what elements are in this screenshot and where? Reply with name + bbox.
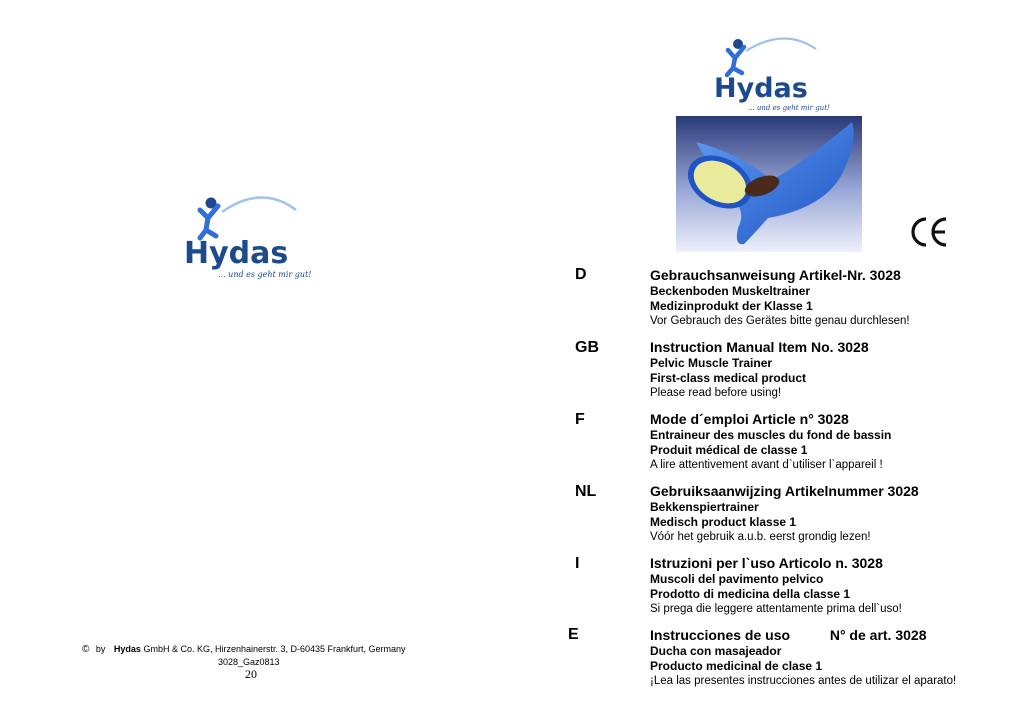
- lang-block-de: [650, 267, 910, 328]
- line1-es: Ducha con masajeador: [650, 644, 782, 658]
- title-es-part2: N° de art. 3028: [829, 627, 927, 643]
- title-gb: Instruction Manual Item No. 3028: [650, 339, 869, 355]
- lang-block-es: [650, 627, 956, 688]
- copyright-symbol: ©: [82, 644, 90, 655]
- hydas-logo-left: [182, 190, 328, 282]
- lang-code-gb: GB: [575, 339, 599, 356]
- hydas-logo-right: [712, 33, 842, 113]
- note-fr: A lire attentivement avant d`utiliser l`appareil !: [650, 459, 883, 471]
- line1-de: Beckenboden Muskeltrainer: [650, 284, 811, 298]
- line2-it: Prodotto di medicina della classe 1: [650, 587, 851, 601]
- line1-nl: Bekkenspiertrainer: [650, 500, 759, 514]
- title-nl: Gebruiksaanwijzing Artikelnummer 3028: [650, 483, 919, 499]
- lang-code-de: D: [575, 266, 587, 283]
- line1-gb: Pelvic Muscle Trainer: [650, 356, 773, 370]
- ce-mark-icon: [908, 216, 950, 248]
- title-es: [650, 627, 956, 644]
- brand-slogan-left: ... und es geht mir gut!: [218, 270, 312, 279]
- footer-doc-code: 3028_Gaz0813: [218, 657, 280, 667]
- note-de: Vor Gebrauch des Gerätes bitte genau durchlesen!: [650, 315, 910, 327]
- line1-fr: Entraineur des muscles du fond de bassin: [650, 428, 892, 442]
- footer-copyright: [82, 643, 442, 656]
- lang-code-es: E: [568, 626, 579, 643]
- brand-name-right: Hydas: [714, 73, 808, 104]
- title-de: Gebrauchsanweisung Artikel-Nr. 3028: [650, 267, 901, 283]
- line2-es: Producto medicinal de clase 1: [650, 659, 823, 673]
- note-nl: Vóór het gebruik a.u.b. eerst grondig lezen!: [650, 531, 871, 543]
- lang-block-it: [650, 555, 902, 616]
- product-image: [676, 116, 862, 252]
- lang-block-nl: [650, 483, 919, 544]
- footer-address: GmbH & Co. KG, Hirzenhainerstr. 3, D-60435 Frankfurt, Germany: [143, 644, 406, 654]
- footer-company: Hydas: [113, 644, 141, 654]
- lang-code-fr: F: [575, 411, 585, 428]
- page-number: 20: [245, 667, 257, 681]
- lang-code-it: I: [575, 555, 580, 572]
- title-it: Istruzioni per l`uso Articolo n. 3028: [650, 555, 883, 571]
- brand-slogan-right: ... und es geht mir gut!: [748, 104, 830, 112]
- line2-gb: First-class medical product: [650, 371, 807, 385]
- note-it: Si prega die leggere attentamente prima dell`uso!: [650, 603, 902, 615]
- note-es: ¡Lea las presentes instrucciones antes de utilizar el aparato!: [650, 675, 957, 687]
- footer-by: by: [95, 644, 106, 654]
- line2-fr: Produit médical de classe 1: [650, 443, 808, 457]
- brand-name-left: Hydas: [184, 236, 289, 271]
- title-fr: Mode d´emploi Article n° 3028: [650, 411, 849, 427]
- line2-de: Medizinprodukt der Klasse 1: [650, 299, 813, 313]
- lang-block-gb: [650, 339, 869, 400]
- title-es-part1: Instrucciones de uso: [650, 627, 791, 643]
- line2-nl: Medisch product klasse 1: [650, 515, 797, 529]
- lang-block-fr: [650, 411, 891, 472]
- line1-it: Muscoli del pavimento pelvico: [650, 572, 824, 586]
- note-gb: Please read before using!: [650, 387, 782, 399]
- footer: [82, 643, 442, 667]
- lang-code-nl: NL: [575, 483, 597, 500]
